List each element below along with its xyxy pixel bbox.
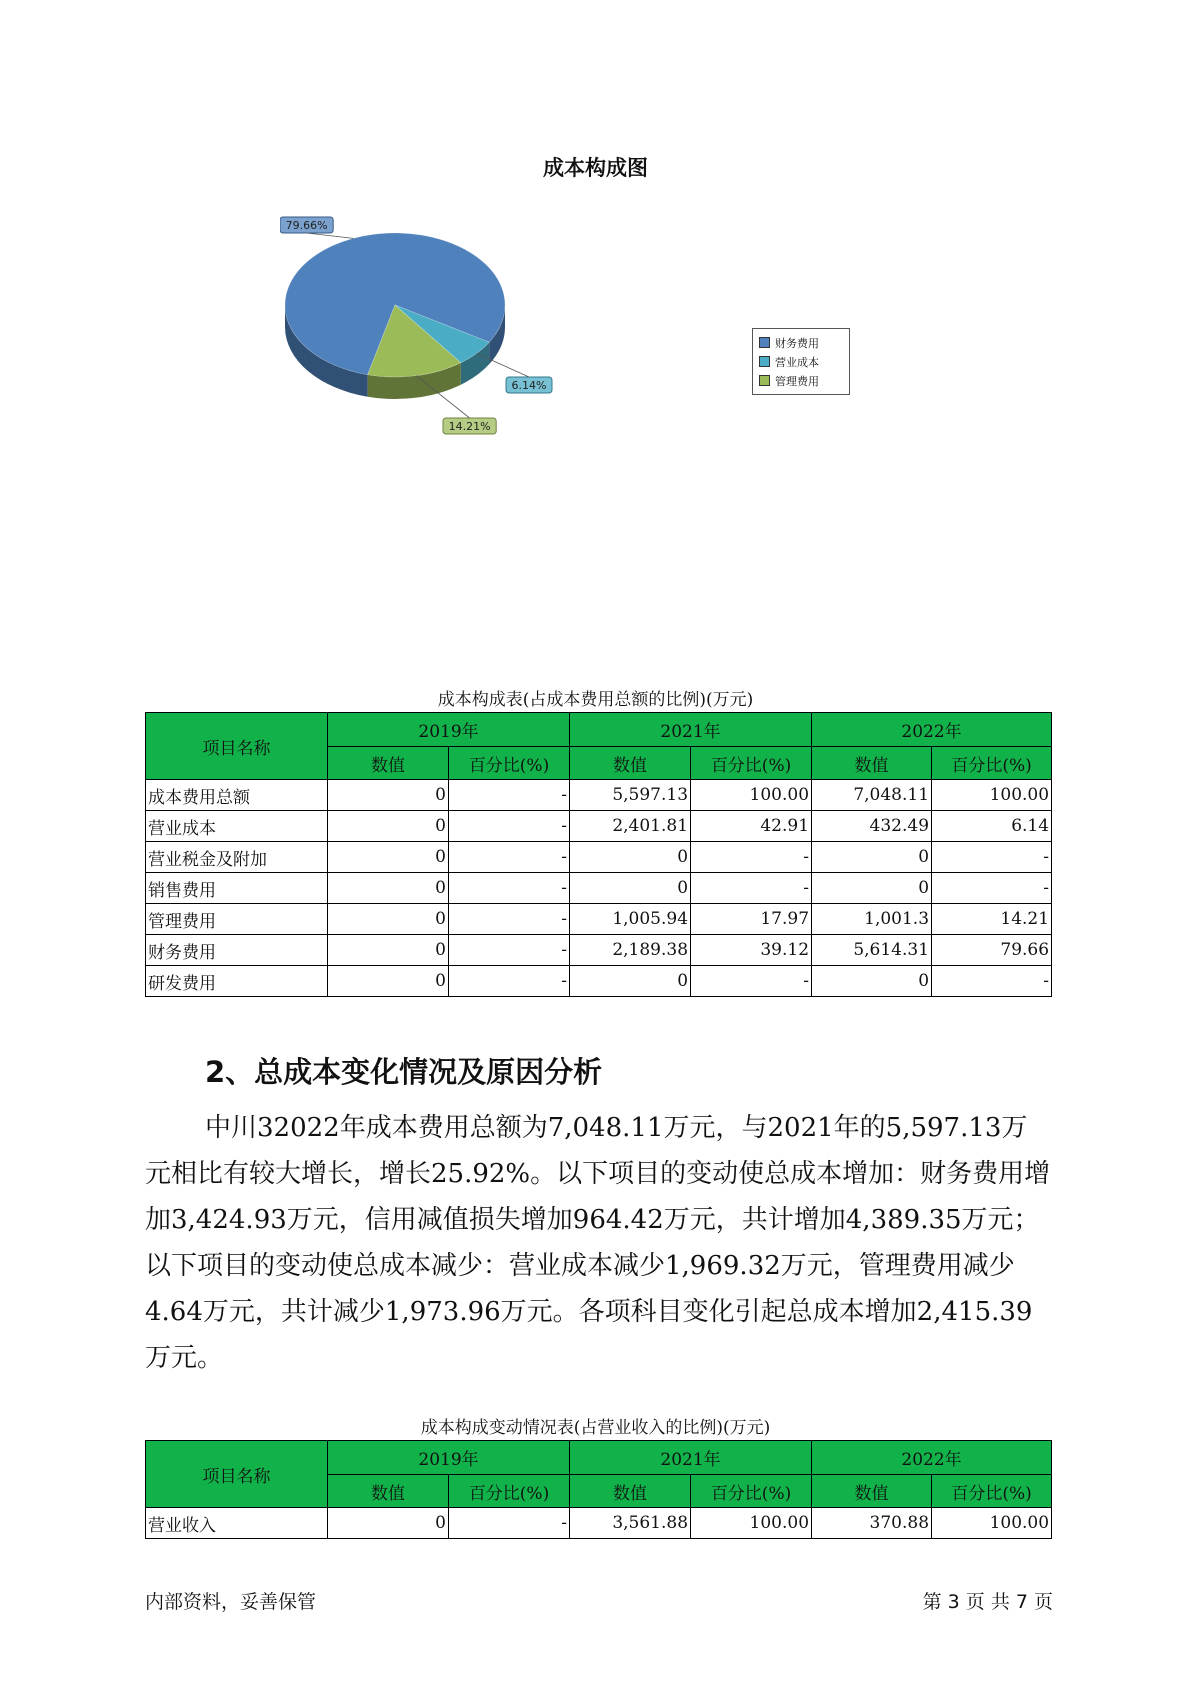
table2-caption: 成本构成变动情况表(占营业收入的比例)(万元) [420,1418,771,1438]
percent-cell: - [449,811,570,842]
percent-cell: 42.91 [691,811,812,842]
legend-swatch-finance [759,337,770,348]
footer-page-number: 第 3 页 共 7 页 [922,1591,1053,1613]
header-item-name: 项目名称 [146,1441,328,1508]
header-percent: 百分比(%) [449,1475,570,1508]
value-cell: 370.88 [812,1508,932,1539]
chart-title: 成本构成图 [543,156,648,180]
footer-confidential-note: 内部资料，妥善保管 [145,1591,317,1613]
value-cell: 0 [328,904,449,935]
row-label: 成本费用总额 [146,780,328,811]
pie-data-label: 6.14% [511,379,547,392]
percent-cell: 6.14 [932,811,1052,842]
value-cell: 0 [328,873,449,904]
cost-structure-table [145,712,1052,997]
table-row [146,811,1052,842]
header-percent: 百分比(%) [932,1475,1052,1508]
value-cell: 3,561.88 [570,1508,691,1539]
percent-cell: 14.21 [932,904,1052,935]
cost-change-table [145,1440,1052,1539]
header-percent: 百分比(%) [932,747,1052,780]
header-year-2022: 2022年 [812,713,1052,747]
percent-cell: - [449,1508,570,1539]
legend-item-admin [759,371,845,390]
value-cell: 5,614.31 [812,935,932,966]
value-cell: 0 [328,811,449,842]
percent-cell: - [691,966,812,997]
table-row [146,935,1052,966]
pie-leader-line [307,233,354,238]
percent-cell: 100.00 [691,1508,812,1539]
analysis-paragraph: 中川32022年成本费用总额为7,048.11万元，与2021年的5,597.13万元相比有较大增长，增长25.92%。以下项目的变动使总成本增加：财务费用增加3,424.93万元，信用减值损失增加964.42万元，共计增加4,389.35万元；以下项目的变动使总成本减少：营业成本减少1,969.32万元，管理费用减少4.64万元，共计减少1,973.96万元。各项科目变化引起总成本增加2,415.39万元。 [145,1113,1051,1373]
header-value: 数值 [570,1475,691,1508]
table-row [146,904,1052,935]
percent-cell: - [932,873,1052,904]
header-year-2022: 2022年 [812,1441,1052,1475]
header-year-2021: 2021年 [570,1441,812,1475]
percent-cell: 79.66 [932,935,1052,966]
percent-cell: - [932,842,1052,873]
value-cell: 0 [812,842,932,873]
value-cell: 2,401.81 [570,811,691,842]
value-cell: 0 [812,966,932,997]
pie-data-label: 14.21% [448,420,491,433]
value-cell: 5,597.13 [570,780,691,811]
value-cell: 0 [328,842,449,873]
percent-cell: 100.00 [691,780,812,811]
value-cell: 432.49 [812,811,932,842]
percent-cell: 100.00 [932,780,1052,811]
value-cell: 0 [328,966,449,997]
table-row [146,966,1052,997]
value-cell: 0 [570,966,691,997]
table-row [146,780,1052,811]
percent-cell: 39.12 [691,935,812,966]
value-cell: 1,001.3 [812,904,932,935]
header-value: 数值 [328,1475,449,1508]
percent-cell: - [449,904,570,935]
row-label: 营业成本 [146,811,328,842]
legend-swatch-operating-cost [759,356,770,367]
header-percent: 百分比(%) [449,747,570,780]
percent-cell: - [691,842,812,873]
value-cell: 0 [570,873,691,904]
section-heading: 2、总成本变化情况及原因分析 [205,1055,603,1089]
legend-label: 财务费用 [775,336,819,350]
percent-cell: - [449,935,570,966]
value-cell: 2,189.38 [570,935,691,966]
legend-swatch-admin [759,375,770,386]
legend-label: 管理费用 [775,374,819,388]
value-cell: 0 [570,842,691,873]
value-cell: 0 [328,1508,449,1539]
value-cell: 0 [328,935,449,966]
header-value: 数值 [812,747,932,780]
percent-cell: - [449,780,570,811]
percent-cell: 100.00 [932,1508,1052,1539]
header-percent: 百分比(%) [691,1475,812,1508]
table1-caption: 成本构成表(占成本费用总额的比例)(万元) [437,690,754,710]
row-label: 管理费用 [146,904,328,935]
value-cell: 0 [328,780,449,811]
legend-item-finance [759,333,845,352]
value-cell: 1,005.94 [570,904,691,935]
header-value: 数值 [570,747,691,780]
header-item-name: 项目名称 [146,713,328,780]
row-label: 研发费用 [146,966,328,997]
percent-cell: - [449,873,570,904]
pie-chart [280,205,580,465]
header-percent: 百分比(%) [691,747,812,780]
legend-item-operating-cost [759,352,845,371]
table-row [146,873,1052,904]
percent-cell: - [691,873,812,904]
value-cell: 7,048.11 [812,780,932,811]
percent-cell: 17.97 [691,904,812,935]
percent-cell: - [932,966,1052,997]
header-value: 数值 [328,747,449,780]
header-year-2019: 2019年 [328,713,570,747]
percent-cell: - [449,966,570,997]
row-label: 营业收入 [146,1508,328,1539]
header-year-2021: 2021年 [570,713,812,747]
header-value: 数值 [812,1475,932,1508]
row-label: 销售费用 [146,873,328,904]
legend-label: 营业成本 [775,355,819,369]
header-year-2019: 2019年 [328,1441,570,1475]
row-label: 财务费用 [146,935,328,966]
chart-legend [752,328,850,395]
value-cell: 0 [812,873,932,904]
table-row [146,1508,1052,1539]
row-label: 营业税金及附加 [146,842,328,873]
percent-cell: - [449,842,570,873]
pie-data-label: 79.66% [285,219,328,232]
table-row [146,842,1052,873]
